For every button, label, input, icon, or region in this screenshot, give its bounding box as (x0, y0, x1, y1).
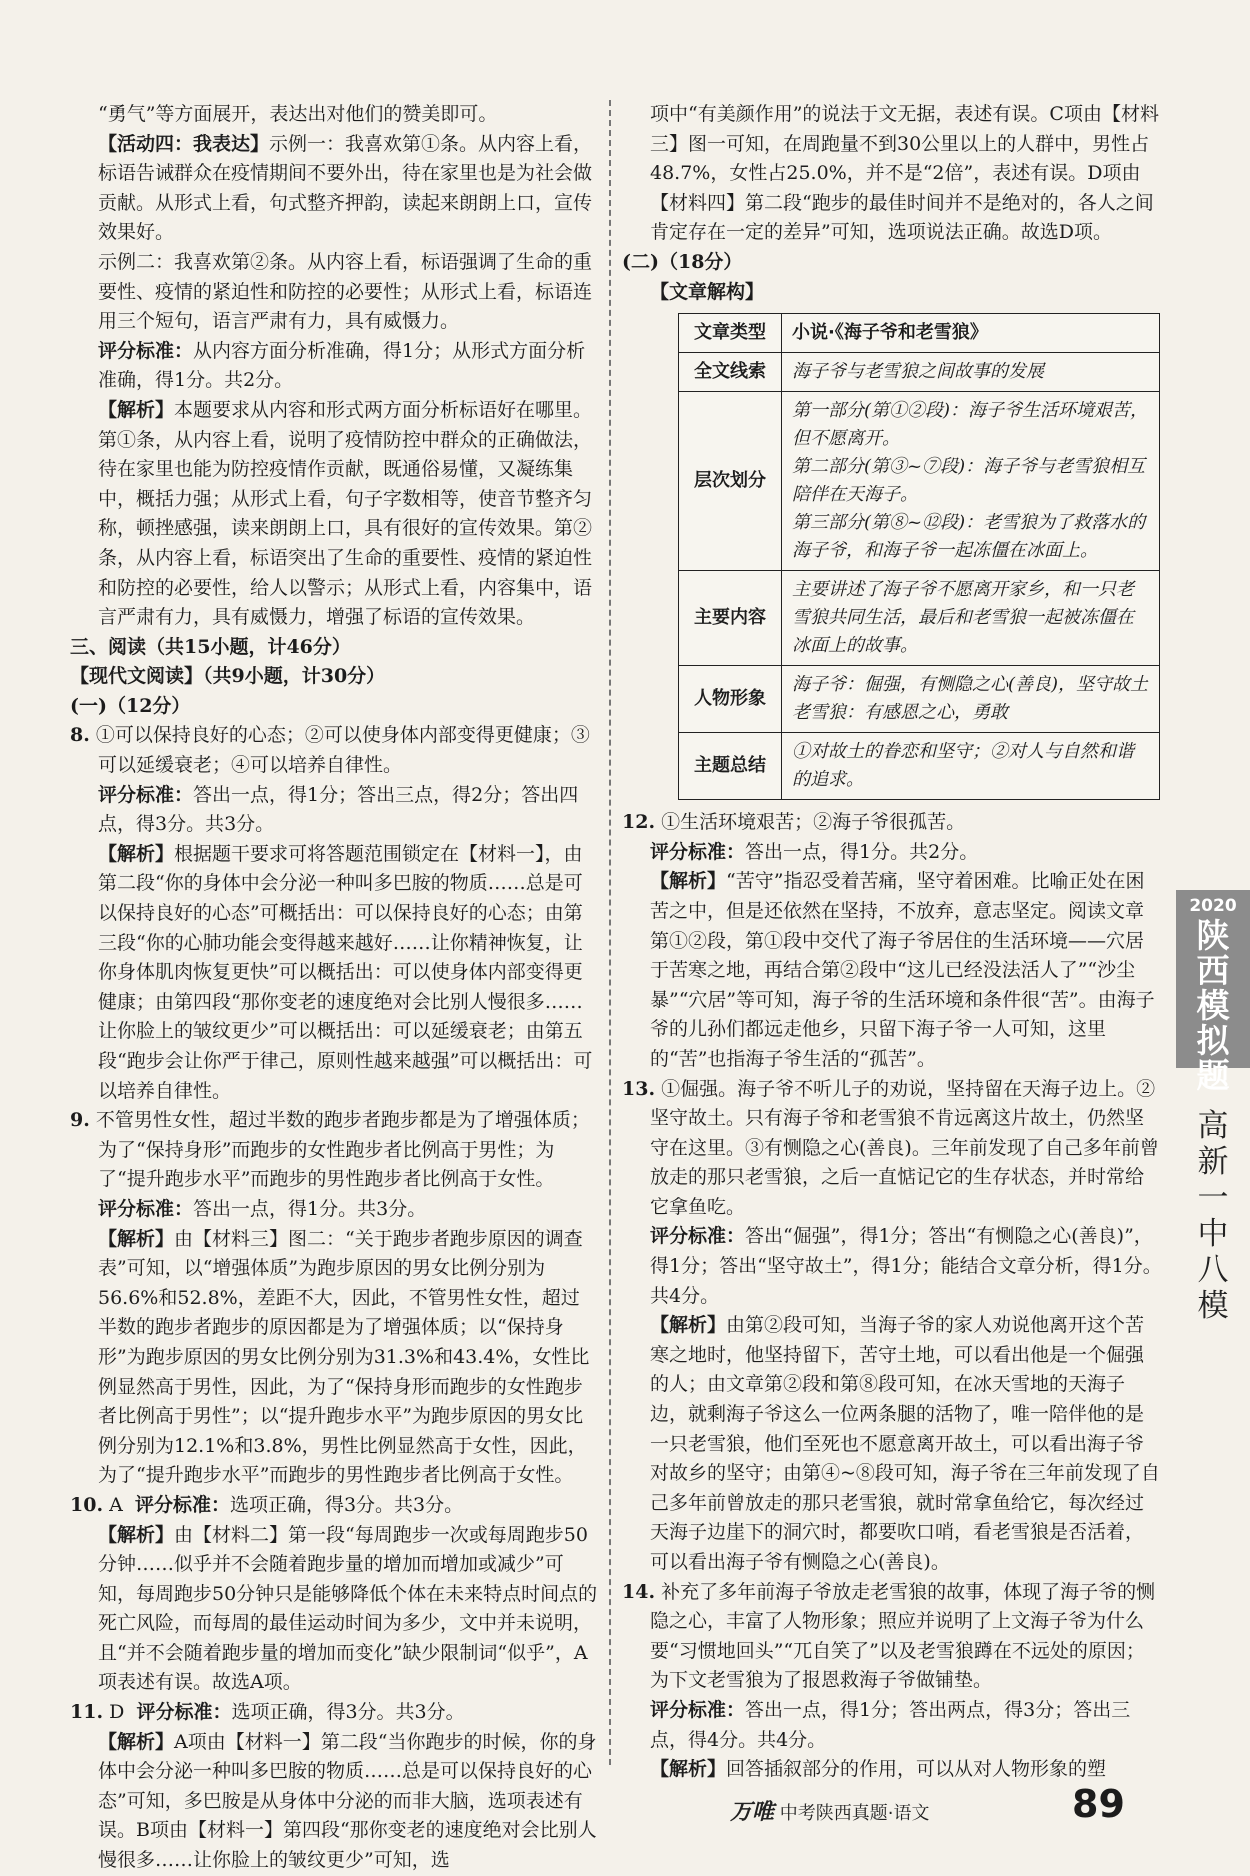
section-3-heading: 三、阅读（共15小题，计46分） (70, 635, 351, 658)
side-subtitle-text: 高新一中八模 (1197, 1108, 1229, 1324)
page-footer (730, 1795, 929, 1826)
table-row (679, 571, 1160, 666)
act4-example-1 (70, 130, 598, 248)
q10-analysis-tag: 【解析】 (98, 1523, 175, 1546)
q14-score-tag: 评分标准： (650, 1698, 746, 1721)
q11-analysis-continued: 项中“有美颜作用”的说法于文无据，表述有误。C项由【材料三】图一可知，在周跑量不到30公里以上的人群中，男性占48.7%，女性占25.0%，并不是“2倍”，表述有误。D项由【材料四】第二段“跑步的最佳时间并不是绝对的，各人之间肯定存在一定的差异”可知，选项说法正确。故选D项。 (650, 103, 1159, 244)
structure-tag: 【文章解构】 (650, 280, 765, 303)
q10-answer (70, 1491, 598, 1521)
q10-number: 10. (70, 1493, 104, 1516)
left-column (70, 100, 598, 1876)
q9-answer (70, 1106, 598, 1195)
q9-score-tag: 评分标准： (98, 1197, 194, 1220)
page-number: 89 (1072, 1782, 1125, 1826)
q9-score (70, 1195, 598, 1225)
content-key: 主要内容 (679, 571, 782, 666)
q13-score-tag: 评分标准： (650, 1225, 746, 1248)
side-subtitle (1176, 1108, 1250, 1324)
q14-number: 14. (622, 1580, 656, 1603)
q13-analysis-text: 由第②段可知，当海子爷的家人劝说他离开这个苦寒之地时，他坚持留下，苦守土地，可以看出他是一个倔强的人；由文章第②段和第⑧段可知，在冰天雪地的天海子边，就剩海子爷这么一位两条腿的活物了，唯一陪伴他的是一只老雪狼，他们至死也不愿意离开故土，可以看出海子爷对故乡的坚守；由第④~⑧段可知，海子爷在三年前发现了自己多年前曾放走的那只老雪狼，就时常拿鱼给它，每次经过天海子边崖下的洞穴时，都要吹口哨，看老雪狼是否活着，可以看出海子爷有恻隐之心(善良)。 (650, 1314, 1160, 1573)
table-row (679, 392, 1160, 571)
q8-score-tag: 评分标准： (98, 783, 194, 806)
table-row (679, 666, 1160, 733)
q14-analysis-text: 回答插叙部分的作用，可以从对人物形象的塑 (726, 1758, 1107, 1781)
q11-analysis-text: A项由【材料一】第二段“当你跑步的时候，你的身体中会分泌一种叫多巴胺的物质……总是可以保持良好的心态”可知，多巴胺是从身体中分泌的而非大脑，选项表述有误。B项由【材料一】第四段“那你变老的速度绝对会比别人慢很多……让你脸上的皱纹更少”可知，选 (98, 1730, 597, 1872)
character-2: 老雪狼：有感恩之心，勇敢 (792, 702, 1008, 724)
column-divider (609, 100, 611, 1765)
right-column (622, 100, 1162, 1785)
q10-score-tag: 评分标准： (134, 1493, 230, 1516)
act4-analysis-tag: 【解析】 (98, 398, 175, 421)
q11-choice: D (109, 1701, 125, 1724)
q9-number: 9. (70, 1109, 90, 1132)
q10-analysis (70, 1521, 598, 1699)
q12-text: ①生活环境艰苦；②海子爷很孤苦。 (661, 811, 966, 834)
q8-number: 8. (70, 724, 90, 747)
q8-analysis-tag: 【解析】 (98, 842, 175, 865)
q13-analysis (622, 1311, 1162, 1577)
q14-text: 补充了多年前海子爷放走老雪狼的故事，体现了海子爷的恻隐之心，丰富了人物形象；照应并说明了上文海子爷为什么要“习惯地回头”“兀自笑了”以及老雪狼蹲在不远处的原因；为下文老雪狼为了报恩救海子爷做铺垫。 (650, 1580, 1156, 1692)
modern-reading-heading: 【现代文阅读】（共9小题，计30分） (70, 665, 386, 688)
q13-number: 13. (622, 1077, 656, 1100)
act4-score-tag: 评分标准： (98, 339, 194, 362)
type-value: 小说·《海子爷和老雪狼》 (782, 314, 1160, 353)
q9-analysis (70, 1225, 598, 1491)
q11-answer (70, 1698, 598, 1728)
q8-score (70, 781, 598, 840)
q14-score (622, 1696, 1162, 1755)
q13-score (622, 1222, 1162, 1311)
table-row (679, 353, 1160, 392)
footer-title: 中考陕西真题·语文 (779, 1803, 930, 1824)
q12-number: 12. (622, 811, 656, 834)
q8-analysis (70, 840, 598, 1106)
side-tab-year: 2020 (1189, 896, 1237, 916)
q13-text: ①倔强。海子爷不听儿子的劝说，坚持留在天海子边上。②坚守故土。只有海子爷和老雪狼不肯远离这片故土，仍然坚守在这里。③有恻隐之心(善良)。三年前发现了自己多年前曾放走的那只老雪狼，之后一直惦记它的生存状态，并时常给它拿鱼吃。 (650, 1077, 1159, 1218)
q12-score-text: 答出一点，得1分。共2分。 (745, 840, 979, 863)
brand-logo: 万唯 (730, 1800, 775, 1825)
act4-score-text: 从内容方面分析准确，得1分；从形式方面分析准确，得1分。共2分。 (98, 339, 586, 392)
q12-analysis (622, 867, 1162, 1074)
q8-answer (70, 721, 598, 780)
act4-score (70, 337, 598, 396)
part-1-heading: (一)（12分） (70, 694, 191, 717)
layer-part-1: 第一部分(第①②段)：海子爷生活环境艰苦，但不愿离开。 (792, 400, 1149, 450)
clue-key: 全文线索 (679, 353, 782, 392)
q12-score (622, 838, 1162, 868)
q12-analysis-tag: 【解析】 (650, 870, 727, 893)
q11-score-text: 选项正确，得3分。共3分。 (231, 1701, 465, 1724)
side-tab-title: 陕西模拟题 (1196, 916, 1230, 1095)
table-row (679, 314, 1160, 353)
q14-analysis (622, 1755, 1162, 1785)
q11-number: 11. (70, 1701, 104, 1724)
q11-analysis (70, 1728, 598, 1876)
q11-analysis-tag: 【解析】 (98, 1730, 175, 1753)
layer-part-2: 第二部分(第③~⑦段)：海子爷与老雪狼相互陪伴在天海子。 (792, 456, 1146, 506)
type-key: 文章类型 (679, 314, 782, 353)
character-value (782, 666, 1160, 733)
q13-score-text: 答出“倔强”，得1分；答出“有恻隐之心(善良)”，得1分；答出“坚守故土”，得1分；能结合文章分析，得1分。共4分。 (650, 1225, 1162, 1307)
layer-key: 层次划分 (679, 392, 782, 571)
act4-analysis (70, 396, 598, 633)
act4-tag: 【活动四：我表达】 (98, 132, 270, 155)
act4-analysis-text: 本题要求从内容和形式两方面分析标语好在哪里。第①条，从内容上看，说明了疫情防控中群众的正确做法，待在家里也能为防控疫情作贡献，既通俗易懂，又凝练集中，概括力强；从形式上看，句子字数相等，使音节整齐匀称，顿挫感强，读来朗朗上口，具有很好的宣传效果。第②条，从内容上看，标语突出了生命的重要性、疫情的紧迫性和防控的必要性，给人以警示；从形式上看，内容集中，语言严肃有力，具有威慑力，增强了标语的宣传效果。 (98, 398, 593, 629)
q11-score-tag: 评分标准： (136, 1701, 232, 1724)
character-1: 海子爷：倔强，有恻隐之心(善良)，坚守故土 (792, 674, 1149, 696)
layer-part-3: 第三部分(第⑧~⑫段)：老雪狼为了救落水的海子爷，和海子爷一起冻僵在冰面上。 (792, 512, 1146, 562)
theme-key: 主题总结 (679, 733, 782, 800)
q14-answer (622, 1578, 1162, 1696)
clue-value: 海子爷与老雪狼之间故事的发展 (782, 353, 1160, 392)
content-value: 主要讲述了海子爷不愿离开家乡，和一只老雪狼共同生活，最后和老雪狼一起被冻僵在冰面上的故事。 (782, 571, 1160, 666)
q10-analysis-text: 由【材料二】第一段“每周跑步一次或每周跑步50分钟……似乎并不会随着跑步量的增加而增加或减少”可知，每周跑步50分钟只是能够降低个体在未来特点时间点的死亡风险，而每周的最佳运动时间为多少，文中并未说明，且“并不会随着跑步量的增加而变化”缺少限制词“似乎”，A项表述有误。故选A项。 (98, 1523, 598, 1694)
q14-analysis-tag: 【解析】 (650, 1758, 727, 1781)
q8-analysis-text: 根据题干要求可将答题范围锁定在【材料一】，由第二段“你的身体中会分泌一种叫多巴胺的物质……总是可以保持良好的心态”可概括出：可以保持良好的心态；由第三段“你的心肺功能会变得越来越好……让你精神恢复，让你身体肌肉恢复更快”可以概括出：可以使身体内部变得更健康；由第四段“那你变老的速度绝对会比别人慢很多……让你脸上的皱纹更少”可以概括出：可以延缓衰老；由第五段“跑步会让你严于律己，原则性越来越强”可以概括出：可以培养自律性。 (98, 842, 593, 1102)
act4-example-1-text: 示例一：我喜欢第①条。从内容上看，标语告诫群众在疫情期间不要外出，待在家里也是为社会做贡献。从形式上看，句式整齐押韵，读起来朗朗上口，宣传效果好。 (98, 132, 593, 244)
q12-score-tag: 评分标准： (650, 840, 746, 863)
q12-analysis-text: “苦守”指忍受着苦痛，坚守着困难。比喻正处在困苦之中，但是还依然在坚持，不放弃，意志坚定。阅读文章第①②段，第①段中交代了海子爷居住的生活环境——穴居于苦寒之地，再结合第②段中“这儿已经没法活人了”“沙尘暴”“穴居”等可知，海子爷的生活环境和条件很“苦”。由海子爷的儿孙们都远走他乡，只留下海子爷一人可知，这里的“苦”也指海子爷生活的“孤苦”。 (650, 870, 1155, 1070)
q13-analysis-tag: 【解析】 (650, 1314, 727, 1337)
layer-value (782, 392, 1160, 571)
side-tab (1176, 890, 1250, 1095)
q8-text: ①可以保持良好的心态；②可以使身体内部变得更健康；③可以延缓衰老；④可以培养自律性。 (95, 724, 590, 777)
q8-score-text: 答出一点，得1分；答出三点，得2分；答出四点，得3分。共3分。 (98, 783, 579, 836)
article-structure-table (678, 313, 1160, 800)
q12-answer (622, 808, 1162, 838)
q9-analysis-text: 由【材料三】图二：“关于跑步者跑步原因的调查表”可知，以“增强体质”为跑步原因的男女比例分别为56.6%和52.8%，差距不大，因此，不管男性女性，超过半数的跑步者跑步的原因都是为了增强体质；以“保持身形”为跑步原因的男女比例分别为31.3%和43.4%，女性比例显然高于男性，因此，为了“保持身形而跑步的女性跑步者比例高于男性”；以“提升跑步水平”为跑步原因的男女比例分别为12.1%和3.8%，男性比例显然高于女性，因此，为了“提升跑步水平”而跑步的男性跑步者比例高于女性。 (98, 1227, 590, 1487)
part-2-heading: (二)（18分） (622, 250, 743, 273)
q14-score-text: 答出一点，得1分；答出两点，得3分；答出三点，得4分。共4分。 (650, 1698, 1131, 1751)
q10-choice: A (109, 1493, 123, 1516)
q10-score-text: 选项正确，得3分。共3分。 (229, 1493, 464, 1516)
act3-tail: “勇气”等方面展开，表达出对他们的赞美即可。 (98, 103, 498, 125)
q13-answer (622, 1075, 1162, 1223)
theme-value: ①对故土的眷恋和坚守；②对人与自然和谐的追求。 (782, 733, 1160, 800)
q9-score-text: 答出一点，得1分。共3分。 (193, 1197, 427, 1220)
q9-text: 不管男性女性，超过半数的跑步者跑步都是为了增强体质；为了“保持身形”而跑步的女性跑步者比例高于男性；为了“提升跑步水平”而跑步的男性跑步者比例高于女性。 (95, 1109, 590, 1191)
table-row (679, 733, 1160, 800)
character-key: 人物形象 (679, 666, 782, 733)
act4-example-2: 示例二：我喜欢第②条。从内容上看，标语强调了生命的重要性、疫情的紧迫性和防控的必要性；从形式上看，标语连用三个短句，语言严肃有力，具有威慑力。 (98, 250, 593, 333)
q9-analysis-tag: 【解析】 (98, 1227, 175, 1250)
